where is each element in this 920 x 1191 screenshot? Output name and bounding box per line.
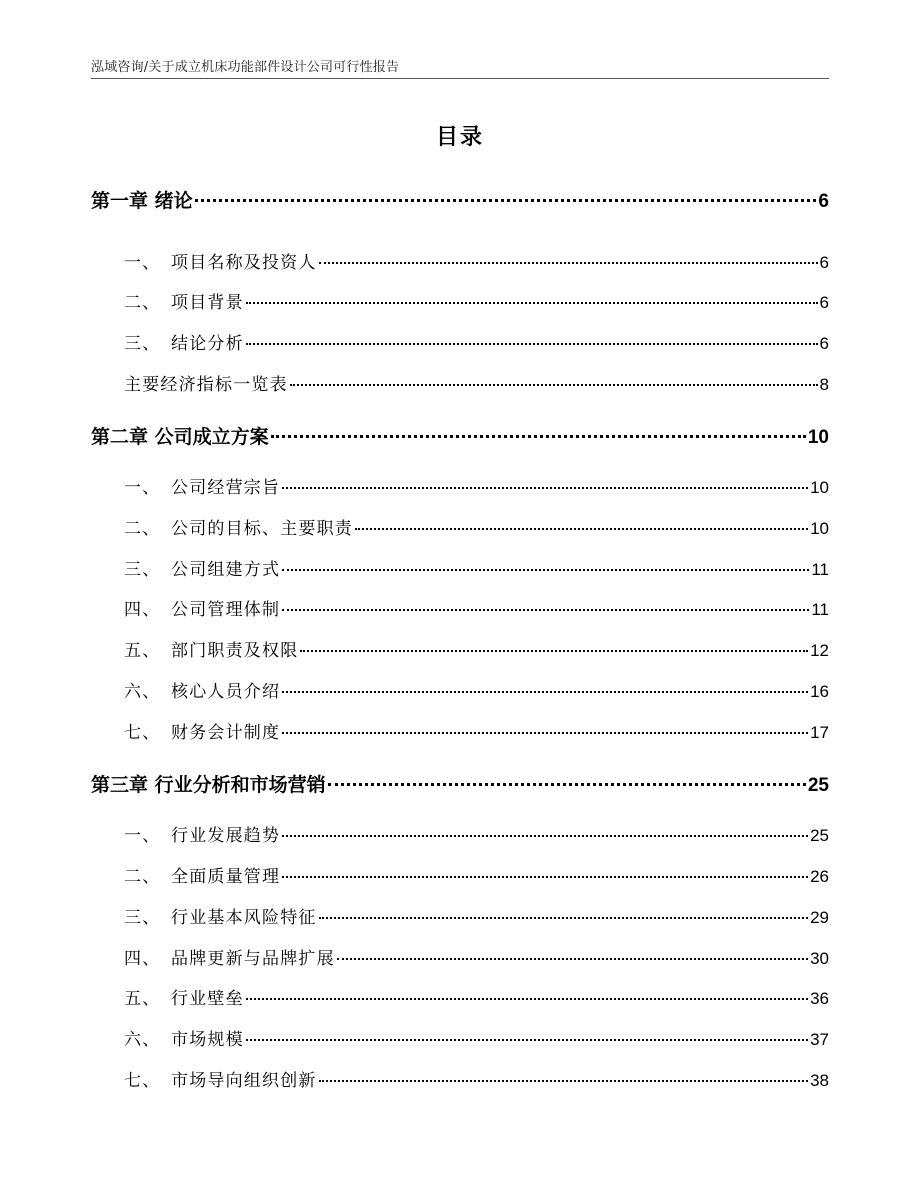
toc-page-number: 6 [819,253,829,272]
toc-entry-label [124,248,317,273]
toc-entry-text: 公司的目标、主要职责 [171,519,353,539]
toc-entry-number: 二、 [124,519,161,539]
toc-page-number: 8 [819,375,829,394]
toc-entry-text: 项目背景 [171,293,244,313]
toc-entry-text: 公司组建方式 [171,560,281,580]
toc-section-entry[interactable] [124,555,829,580]
dot-leader [282,609,809,611]
toc-entry-number: 三、 [124,560,161,580]
toc-page-number: 30 [810,949,829,968]
toc-entry-number: 四、 [124,600,161,620]
toc-entry-label [124,1066,317,1091]
toc-entry-label [124,903,317,928]
toc-entry-label [124,718,280,743]
toc-page-number: 25 [807,775,829,796]
toc-entry-label [124,944,335,969]
toc-page-number: 26 [810,867,829,886]
toc-section-entry[interactable] [124,248,829,273]
toc-entry-number: 七、 [124,723,161,743]
toc-entry-text: 行业壁垒 [171,989,244,1009]
toc-section-entry[interactable] [124,595,829,620]
toc-section-entry[interactable] [124,329,829,354]
toc-section-entry[interactable] [124,1066,829,1091]
toc-entry-text: 品牌更新与品牌扩展 [171,949,335,969]
toc-entry-number: 一、 [124,253,161,273]
dot-leader [246,302,818,304]
toc-section-entry[interactable] [124,984,829,1009]
toc-entry-text: 项目名称及投资人 [171,253,317,273]
toc-section-entry[interactable] [124,903,829,928]
toc-entry-number: 一、 [124,826,161,846]
toc-entry-text: 全面质量管理 [171,867,281,887]
toc-entry-number: 五、 [124,641,161,661]
toc-section-entry[interactable] [124,862,829,887]
toc-entry-text: 公司经营宗旨 [171,478,281,498]
dot-leader [282,487,808,489]
toc-section-entry[interactable] [124,370,829,395]
toc-entry-label [124,636,298,661]
dot-leader [282,569,809,571]
toc-entry-text: 市场导向组织创新 [171,1071,317,1091]
toc-entry-number: 七、 [124,1071,161,1091]
toc-page-number: 17 [810,723,829,742]
toc-entry-label [91,186,193,213]
dot-leader [300,650,808,652]
toc-entry-number: 四、 [124,949,161,969]
toc-page-number: 11 [811,560,829,579]
toc-page-number: 36 [810,989,829,1008]
toc-entry-label [91,422,269,449]
toc-entry-number: 三、 [124,908,161,928]
toc-section-entry[interactable] [124,473,829,498]
toc-chapter-entry[interactable] [91,422,829,449]
running-header: 泓域咨询/关于成立机床功能部件设计公司可行性报告 [91,60,400,75]
dot-leader [271,435,806,438]
dot-leader [355,528,808,530]
toc-page-number: 10 [810,519,829,538]
toc-entry-label [124,514,353,539]
toc-section-entry[interactable] [124,944,829,969]
toc-chapter-entry[interactable] [91,186,829,213]
dot-leader [282,691,808,693]
toc-entry-label [124,329,244,354]
page-title: 目录 [435,125,484,150]
toc-entry-number: 二、 [124,867,161,887]
toc-entry-text: 核心人员介绍 [171,682,281,702]
dot-leader [290,384,818,386]
toc-page-number: 6 [819,293,829,312]
toc-entry-label [124,370,288,395]
dot-leader [246,1039,808,1041]
toc-page-number: 29 [810,908,829,927]
toc-entry-label [124,288,244,313]
toc-section-entry[interactable] [124,821,829,846]
toc-entry-number: 一、 [124,478,161,498]
toc-section-entry[interactable] [124,288,829,313]
toc-page-number: 12 [810,641,829,660]
dot-leader [319,917,808,919]
toc-entry-text: 第一章 绪论 [91,190,193,212]
toc-entry-text: 第二章 公司成立方案 [91,426,269,448]
toc-entry-text: 行业基本风险特征 [171,908,317,928]
toc-entry-text: 财务会计制度 [171,723,281,743]
toc-entry-label [124,473,280,498]
toc-entry-label [124,677,280,702]
toc-section-entry[interactable] [124,718,829,743]
toc-entry-number: 六、 [124,682,161,702]
toc-entry-label [124,1025,244,1050]
toc-entry-text: 主要经济指标一览表 [124,375,288,395]
toc-entry-text: 公司管理体制 [171,600,281,620]
dot-leader [282,835,808,837]
toc-entry-text: 市场规模 [171,1030,244,1050]
header-divider [91,78,829,79]
toc-page-number: 6 [818,191,829,212]
toc-chapter-entry[interactable] [91,770,829,797]
toc-entry-text: 行业发展趋势 [171,826,281,846]
toc-entry-label [124,984,244,1009]
toc-entry-label [124,821,280,846]
toc-entry-label [124,555,280,580]
toc-entry-label [124,595,280,620]
toc-page-number: 37 [810,1030,829,1049]
toc-entry-number: 三、 [124,334,161,354]
dot-leader [319,1080,808,1082]
toc-section-entry[interactable] [124,677,829,702]
dot-leader [195,199,817,202]
toc-entry-text: 第三章 行业分析和市场营销 [91,774,326,796]
toc-entry-number: 六、 [124,1030,161,1050]
dot-leader [282,732,808,734]
toc-section-entry[interactable] [124,514,829,539]
dot-leader [319,262,818,264]
toc-page-number: 11 [811,600,829,619]
toc-entry-text: 部门职责及权限 [171,641,299,661]
dot-leader [337,958,808,960]
toc-entry-number: 二、 [124,293,161,313]
toc-section-entry[interactable] [124,1025,829,1050]
toc-entry-number: 五、 [124,989,161,1009]
toc-page-number: 10 [810,478,829,497]
dot-leader [246,998,808,1000]
dot-leader [246,343,818,345]
toc-page-number: 38 [810,1071,829,1090]
toc-page-number: 25 [810,826,829,845]
toc-page-number: 6 [819,334,829,353]
toc-page-number: 16 [810,682,829,701]
toc-page-number: 10 [807,427,829,448]
dot-leader [282,876,808,878]
dot-leader [328,783,806,786]
toc-entry-label [91,770,326,797]
toc-entry-label [124,862,280,887]
toc-entry-text: 结论分析 [171,334,244,354]
toc-section-entry[interactable] [124,636,829,661]
